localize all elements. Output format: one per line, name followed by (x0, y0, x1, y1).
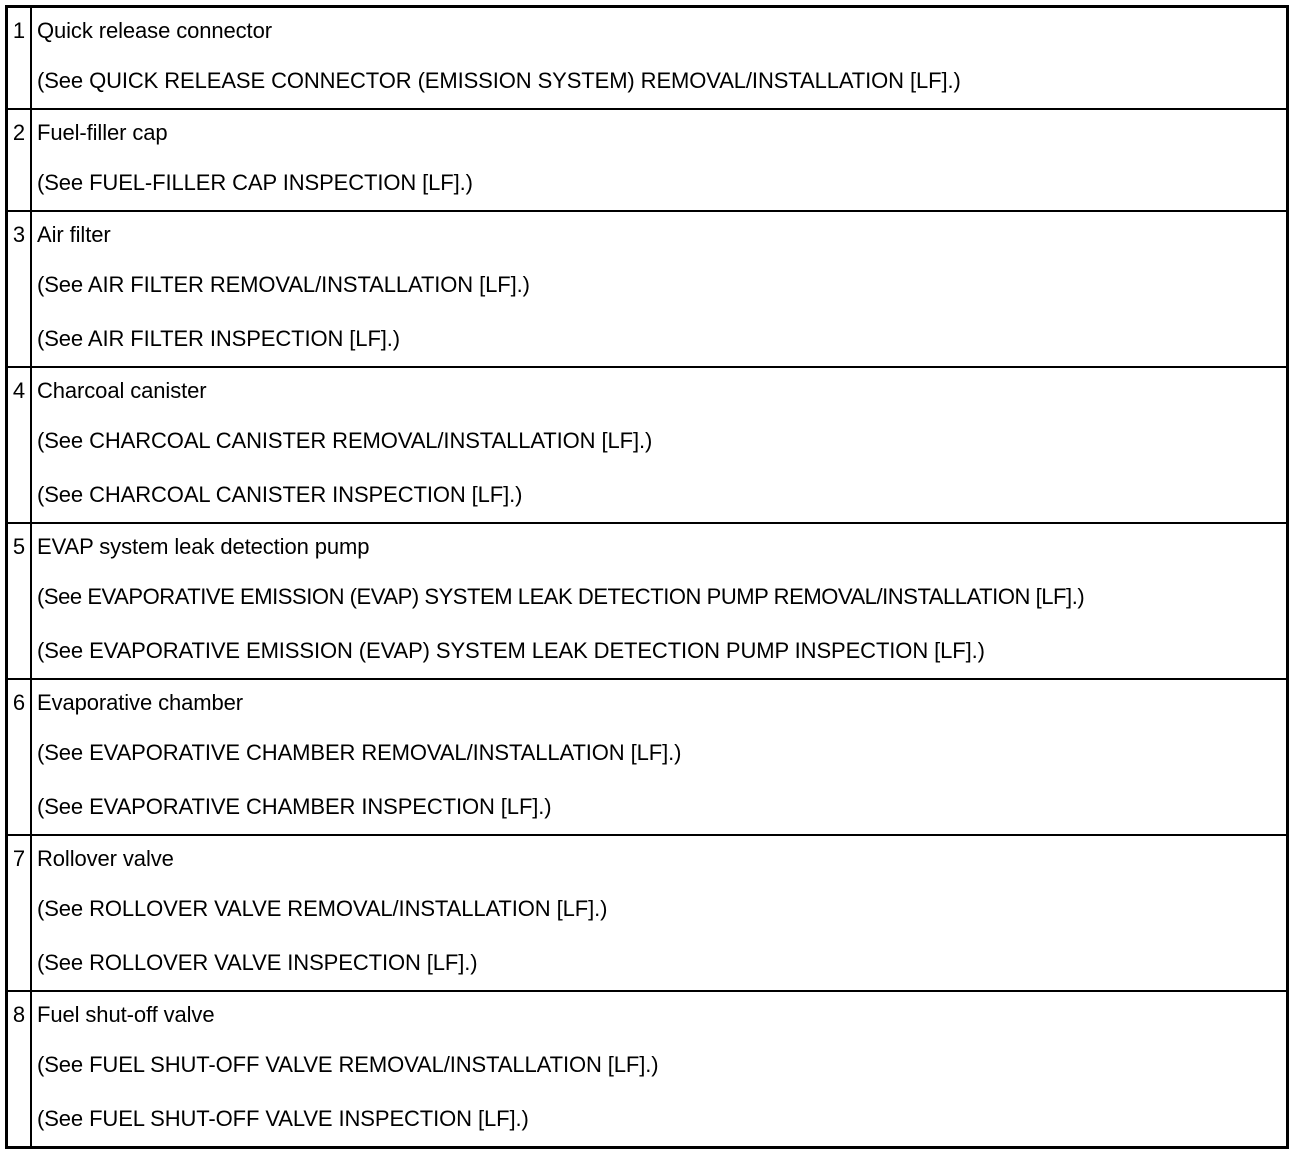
table-row (7, 991, 1288, 1148)
reference-link[interactable]: (See FUEL SHUT-OFF VALVE REMOVAL/INSTALLATION [LF].) (37, 1052, 659, 1077)
table-row (7, 679, 1288, 835)
row-number: 1 (7, 7, 32, 110)
row-description (31, 679, 1288, 835)
table-row (7, 835, 1288, 991)
reference-link[interactable]: (See FUEL SHUT-OFF VALVE INSPECTION [LF].) (37, 1106, 529, 1131)
row-description (31, 523, 1288, 679)
component-name: Rollover valve (37, 846, 174, 871)
row-number: 2 (7, 109, 32, 211)
component-name: Fuel shut-off valve (37, 1002, 215, 1027)
component-name: Charcoal canister (37, 378, 207, 403)
component-name: Fuel-filler cap (37, 120, 168, 145)
reference-link[interactable]: (See ROLLOVER VALVE INSPECTION [LF].) (37, 950, 478, 975)
row-description (31, 211, 1288, 367)
row-number: 7 (7, 835, 32, 991)
reference-link[interactable]: (See EVAPORATIVE EMISSION (EVAP) SYSTEM LEAK DETECTION PUMP INSPECTION [LF].) (37, 638, 985, 663)
row-number: 4 (7, 367, 32, 523)
reference-link[interactable]: (See EVAPORATIVE CHAMBER REMOVAL/INSTALLATION [LF].) (37, 740, 682, 765)
reference-link[interactable]: (See CHARCOAL CANISTER REMOVAL/INSTALLATION [LF].) (37, 428, 653, 453)
table-row (7, 367, 1288, 523)
component-name: Air filter (37, 222, 111, 247)
row-description (31, 109, 1288, 211)
table-row (7, 523, 1288, 679)
row-description (31, 367, 1288, 523)
reference-link[interactable]: (See ROLLOVER VALVE REMOVAL/INSTALLATION [LF].) (37, 896, 608, 921)
reference-link[interactable]: (See AIR FILTER REMOVAL/INSTALLATION [LF].) (37, 272, 530, 297)
component-name: EVAP system leak detection pump (37, 534, 370, 559)
reference-link[interactable]: (See FUEL-FILLER CAP INSPECTION [LF].) (37, 170, 473, 195)
row-description (31, 835, 1288, 991)
table-row (7, 109, 1288, 211)
reference-link[interactable]: (See QUICK RELEASE CONNECTOR (EMISSION SYSTEM) REMOVAL/INSTALLATION [LF].) (37, 68, 961, 93)
reference-link[interactable]: (See CHARCOAL CANISTER INSPECTION [LF].) (37, 482, 523, 507)
row-number: 3 (7, 211, 32, 367)
parts-table (5, 5, 1289, 1149)
row-number: 6 (7, 679, 32, 835)
reference-link[interactable]: (See EVAPORATIVE CHAMBER INSPECTION [LF].) (37, 794, 552, 819)
row-number: 5 (7, 523, 32, 679)
row-number: 8 (7, 991, 32, 1148)
row-description (31, 991, 1288, 1148)
reference-link[interactable]: (See EVAPORATIVE EMISSION (EVAP) SYSTEM LEAK DETECTION PUMP REMOVAL/INSTALLATION [LF].) (37, 584, 1085, 609)
row-description (31, 7, 1288, 110)
reference-link[interactable]: (See AIR FILTER INSPECTION [LF].) (37, 326, 401, 351)
component-name: Evaporative chamber (37, 690, 243, 715)
component-name: Quick release connector (37, 18, 272, 43)
table-row (7, 211, 1288, 367)
table-row (7, 7, 1288, 110)
